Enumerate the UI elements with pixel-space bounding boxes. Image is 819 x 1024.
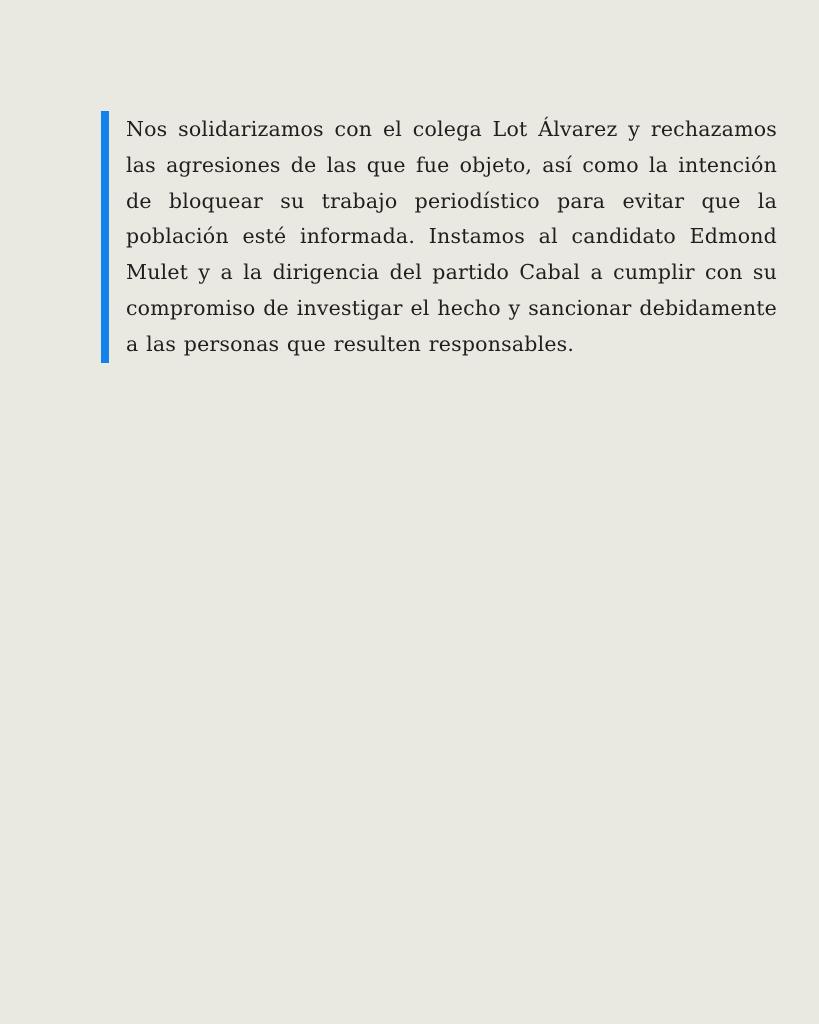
statement-text: Nos solidarizamos con el colega Lot Álvarez y rechazamos las agresiones de las que fue objeto, así como la intención de bloquear su trabajo periodístico para evitar que la población esté informada. Instamos al candidato Edmond Mulet y a la dirigencia del partido Cabal a cumplir con su compromiso de investigar el hecho y sancionar debidamente a las personas que resulten responsables. bbox=[126, 117, 777, 356]
statement-quote-block bbox=[101, 111, 777, 363]
